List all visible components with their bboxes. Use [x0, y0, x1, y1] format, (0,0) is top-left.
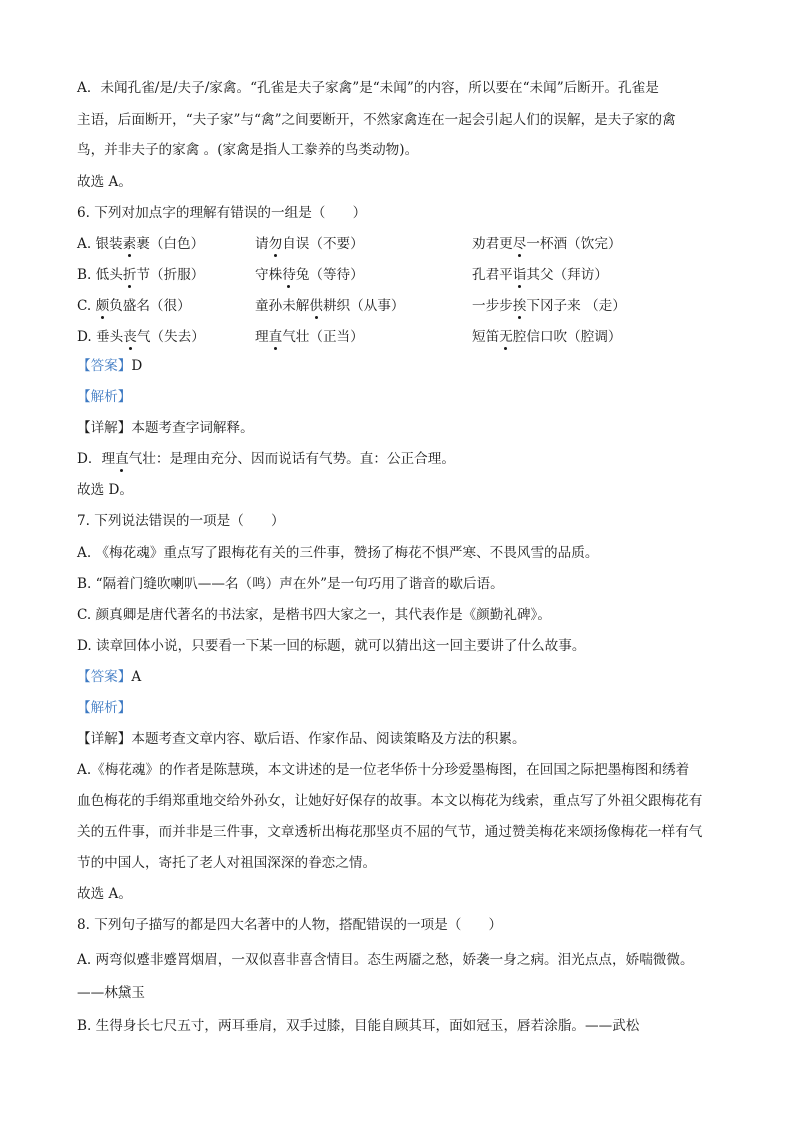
q7-explain-line-1: A.《梅花魂》的作者是陈慧瑛，本文讲述的是一位老华侨十分珍爱墨梅图，在回国之际把墨梅图和绣着	[77, 762, 690, 778]
q6-option-cell	[255, 234, 364, 254]
text-segment: 兔（等待）	[295, 267, 364, 283]
q7-option-b: B. “隔着门缝吹喇叭——名（鸣）声在外”是一句巧用了谐音的歇后语。	[77, 576, 504, 592]
q7-analysis-tag: 【解析】	[77, 700, 132, 716]
dotted-char: 诣	[512, 267, 527, 283]
q7-option-d: D. 读章回体小说，只要看一下某一回的标题，就可以猜出这一回主要讲了什么故事。	[77, 638, 586, 654]
dotted-char: 折	[122, 267, 137, 283]
text-segment: 节（折服）	[136, 267, 205, 283]
q7-explain-line-4: 节的中国人，寄托了老人对祖国深深的眷恋之情。	[77, 855, 377, 871]
text-segment: 孔君平	[472, 267, 513, 283]
q6-explain	[77, 449, 455, 469]
text-segment: B. 低头	[77, 267, 123, 283]
dotted-char: 挨	[512, 298, 527, 314]
answer-value: A	[131, 669, 142, 685]
q7-option-a: A. 《梅花魂》重点写了跟梅花有关的三件事，赞扬了梅花不惧严寒、不畏风雪的品质。	[77, 545, 599, 561]
dotted-char: 颇	[95, 298, 110, 314]
q6-conclusion: 故选 D。	[77, 482, 134, 498]
detail-tag: 【详解】	[77, 420, 132, 436]
q8-option-a-line-1: A. 两弯似蹙非蹙罥烟眉，一双似喜非喜含情目。态生两靥之愁，娇袭一身之病。泪光点点，娇喘微微。	[77, 952, 694, 968]
text-segment: 守株	[255, 267, 283, 283]
q6-option-cell	[77, 296, 191, 316]
text-segment: 劝君更	[472, 236, 513, 252]
dotted-char: 供	[309, 298, 323, 314]
detail-text: 本题考查文章内容、歇后语、作家作品、阅读策略及方法的积累。	[131, 731, 526, 747]
q7-detail	[77, 729, 526, 749]
dotted-char: 直	[268, 329, 283, 345]
q6-analysis-tag: 【解析】	[77, 389, 132, 405]
text-segment: 自误（不要）	[282, 236, 364, 252]
dotted-char: 待	[282, 267, 296, 283]
text-segment: 请	[255, 236, 269, 252]
q6-option-cell	[472, 327, 622, 347]
q7-explain-line-3: 关的五件事，而并非是三件事，文章透析出梅花那坚贞不屈的气节，通过赞美梅花来颂扬像梅花一样有气	[77, 824, 703, 840]
answer-tag: 【答案】	[77, 358, 132, 374]
text-segment: D．理	[77, 451, 116, 467]
answer-tag: 【答案】	[77, 669, 132, 685]
q5-conclusion: 故选 A。	[77, 174, 132, 190]
text-segment: 下冈子来 （走）	[526, 298, 626, 314]
q6-option-cell	[472, 234, 622, 254]
q6-detail	[77, 418, 254, 438]
text-segment: D. 垂头	[77, 329, 124, 345]
q6-stem: 6. 下列对加点字的理解有错误的一组是（ ）	[77, 205, 367, 221]
text-segment: 一杯酒（饮完）	[526, 236, 622, 252]
q6-option-cell	[77, 234, 204, 254]
q8-option-b: B. 生得身长七尺五寸，两耳垂肩，双手过膝，目能自顾其耳，面如冠玉，唇若涂脂。——武松	[77, 1018, 640, 1034]
q7-conclusion: 故选 A。	[77, 886, 132, 902]
q8-stem: 8. 下列句子描写的都是四大名著中的人物，搭配错误的一项是（ ）	[77, 917, 503, 933]
text-segment: 一步步	[472, 298, 513, 314]
q6-option-cell	[255, 296, 405, 316]
q7-answer	[77, 667, 141, 687]
text-segment: 童孙未解	[255, 298, 310, 314]
text-segment: 气壮（正当）	[282, 329, 364, 345]
q7-option-c: C. 颜真卿是唐代著名的书法家，是楷书四大家之一，其代表作是《颜勤礼碑》。	[77, 607, 551, 623]
dotted-char: 勿	[268, 236, 283, 252]
dotted-char: 直	[115, 451, 129, 467]
detail-text: 本题考查字词解释。	[131, 420, 254, 436]
text-segment: 气壮：是理由充分、因而说话有气势。直：公正合理。	[128, 451, 455, 467]
dotted-char: 无	[499, 329, 513, 345]
text-segment: 负盛名（很）	[109, 298, 191, 314]
dotted-char: 素	[122, 236, 137, 252]
answer-value: D	[131, 358, 143, 374]
text-segment: 气（失去）	[136, 329, 205, 345]
q6-option-cell	[77, 327, 205, 347]
q8-option-a-line-2: ——林黛玉	[77, 985, 145, 1001]
q6-option-cell	[255, 327, 364, 347]
dotted-char: 丧	[123, 329, 137, 345]
q5-explain-line-3: 鸟，并非夫子的家禽 。(家禽是指人工豢养的鸟类动物)。	[77, 142, 419, 158]
q6-option-cell	[472, 265, 608, 285]
q7-stem: 7. 下列说法错误的一项是（ ）	[77, 513, 285, 529]
text-segment: C.	[77, 298, 96, 314]
text-segment: 耕织（从事）	[322, 298, 405, 314]
detail-tag: 【详解】	[77, 731, 132, 747]
text-segment: 裹（白色）	[136, 236, 205, 252]
q5-explain-line-1: A．未闻孔雀/是/夫子/家禽。“孔雀是夫子家禽”是“未闻”的内容，所以要在“未闻”后断开。孔雀是	[77, 80, 659, 96]
text-segment: 其父（拜访）	[526, 267, 608, 283]
q6-option-cell	[77, 265, 204, 285]
q6-option-cell	[472, 296, 626, 316]
dotted-char: 尽	[512, 236, 527, 252]
text-segment: 理	[255, 329, 269, 345]
q6-option-cell	[255, 265, 364, 285]
q5-explain-line-2: 主语，后面断开，“夫子家”与“禽”之间要断开，不然家禽连在一起会引起人们的误解，是夫子家的禽	[77, 112, 676, 128]
text-segment: 短笛	[472, 329, 500, 345]
q6-answer	[77, 356, 142, 376]
text-segment: 腔信口吹（腔调）	[512, 329, 622, 345]
text-segment: A. 银装	[77, 236, 123, 252]
q7-explain-line-2: 血色梅花的手绢郑重地交给外孙女，让她好好保存的故事。本文以梅花为线索，重点写了外祖父跟梅花有	[77, 793, 703, 809]
